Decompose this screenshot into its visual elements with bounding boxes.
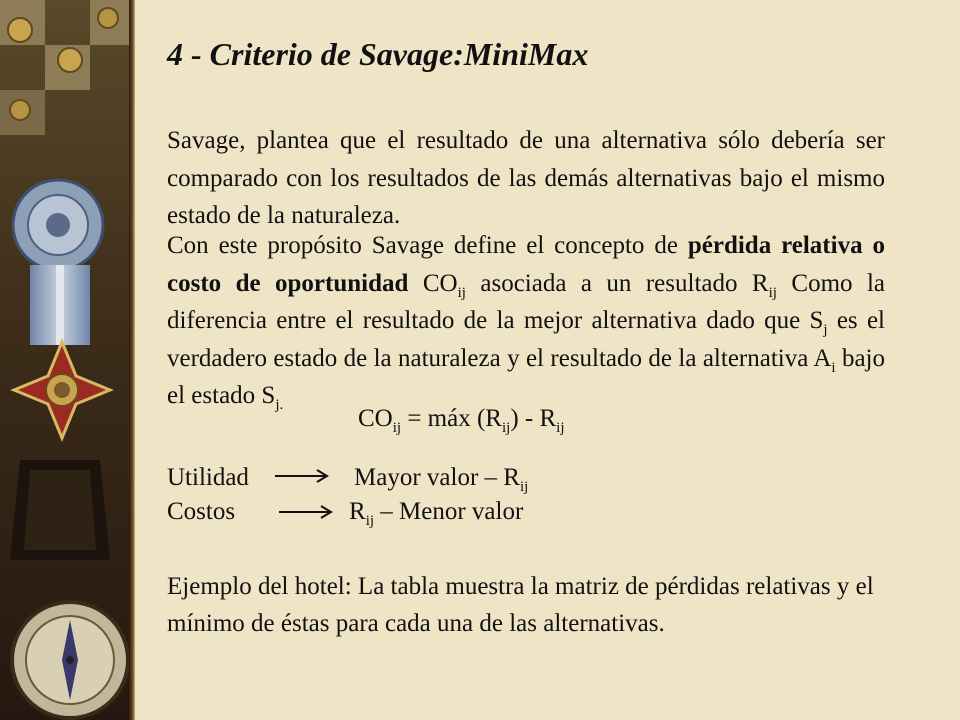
paragraph-definition: Con este propósito Savage define el concepto de pérdida relativa o costo de oportunidad $CO_{ij}$ asociada a un resultado $R_{ij}$ Como la diferencia entre el resultado de la mejor alternativa dado que $S_j$ es el verdadero estado de la naturaleza y el resultado de la alternativa $A_i$ bajo el estado $S_{j.}$ xyxy=(167,232,885,413)
arrow-right-icon xyxy=(277,502,337,526)
costos-rhs: $R_{ij}$ – Menor valor xyxy=(349,498,524,529)
costos-label: Costos xyxy=(167,498,236,525)
paragraph-hotel-example: Ejemplo del hotel: La tabla muestra la matriz de pérdidas relativas y el mínimo de éstas para cada una de las alternativas. xyxy=(167,573,874,637)
formula-opportunity-cost: $CO_{ij}$ = máx $(R_{ij}) - R_{ij}$ xyxy=(358,405,565,436)
bold-term: pérdida relativa o costo de oportunidad xyxy=(167,232,885,297)
slide-title: 4 - Criterio de Savage:MiniMax xyxy=(167,36,589,72)
decorative-medal-image xyxy=(0,0,129,720)
panel-divider xyxy=(129,0,135,720)
paragraph-savage-intro: Savage, plantea que el resultado de una alternativa sólo debería ser comparado con los resultados de las demás alternativas bajo el mismo estado de la naturaleza. xyxy=(167,127,885,229)
arrow-right-icon xyxy=(273,468,333,492)
utilidad-label: Utilidad xyxy=(167,464,249,491)
utilidad-rhs: Mayor valor – $R_{ij}$ xyxy=(354,464,529,495)
